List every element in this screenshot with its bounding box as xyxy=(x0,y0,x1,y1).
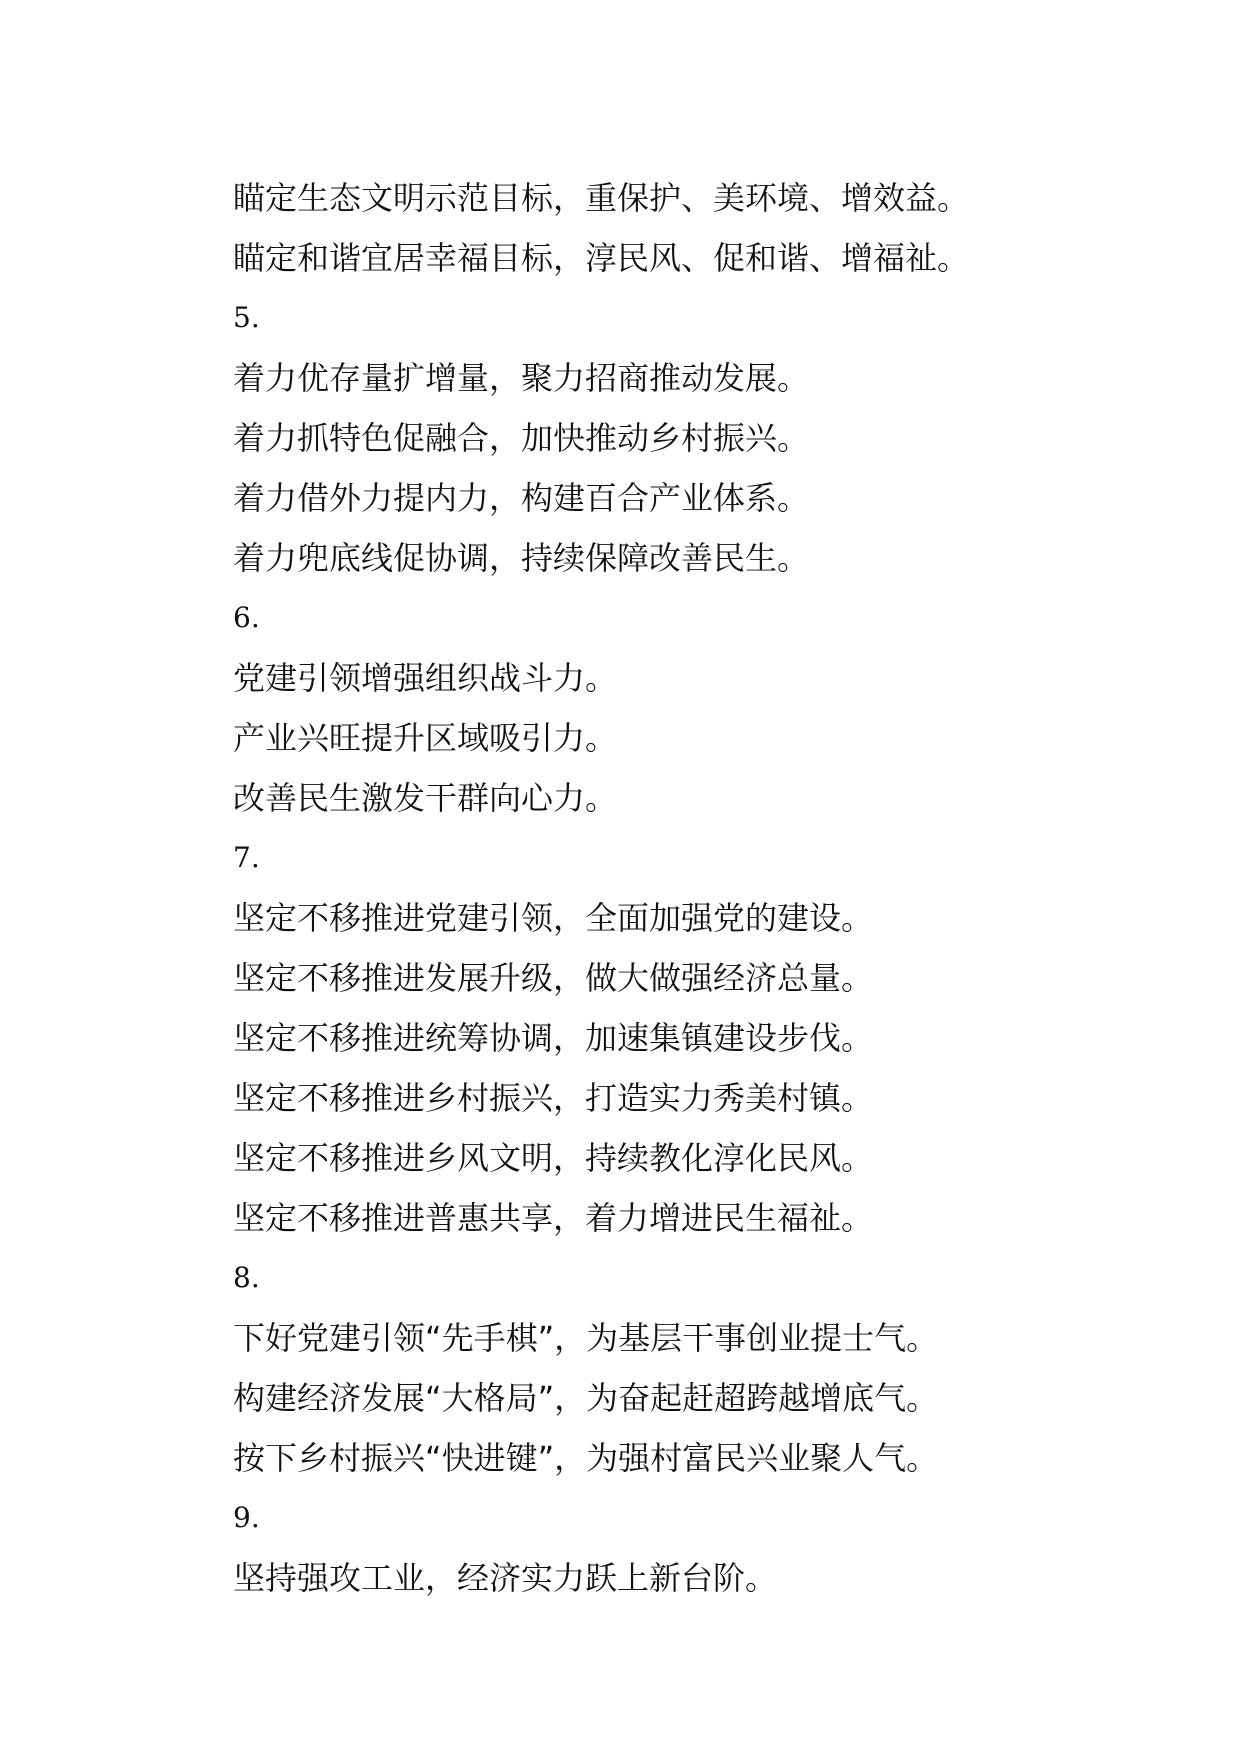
text-line-5: 着力借外力提内力，构建百合产业体系。 xyxy=(233,479,810,517)
text-line-16: 下好党建引领“先手棋”，为基层干事创业提士气。 xyxy=(233,1319,939,1357)
text-line-3: 着力优存量扩增量，聚力招商推动发展。 xyxy=(233,359,810,397)
section-number-9: 9. xyxy=(233,1501,260,1534)
text-line-1: 瞄定生态文明示范目标，重保护、美环境、增效益。 xyxy=(233,179,970,217)
text-line-10: 坚定不移推进党建引领，全面加强党的建设。 xyxy=(233,899,874,937)
text-line-11: 坚定不移推进发展升级，做大做强经济总量。 xyxy=(233,959,874,997)
text-line-7: 党建引领增强组织战斗力。 xyxy=(233,659,618,697)
text-line-8: 产业兴旺提升区域吸引力。 xyxy=(233,719,618,757)
text-line-4: 着力抓特色促融合，加快推动乡村振兴。 xyxy=(233,419,810,457)
text-line-14: 坚定不移推进乡风文明，持续教化淳化民风。 xyxy=(233,1139,874,1177)
text-line-6: 着力兜底线促协调，持续保障改善民生。 xyxy=(233,539,810,577)
text-line-2: 瞄定和谐宜居幸福目标，淳民风、促和谐、增福祉。 xyxy=(233,239,970,277)
text-line-19: 坚持强攻工业，经济实力跃上新台阶。 xyxy=(233,1559,778,1597)
section-number-7: 7. xyxy=(233,841,260,874)
section-number-8: 8. xyxy=(233,1261,260,1294)
document-body xyxy=(233,168,1133,1608)
text-line-12: 坚定不移推进统筹协调，加速集镇建设步伐。 xyxy=(233,1019,874,1057)
text-line-17: 构建经济发展“大格局”，为奋起赶超跨越增底气。 xyxy=(233,1379,939,1417)
text-line-9: 改善民生激发干群向心力。 xyxy=(233,779,618,817)
section-number-5: 5. xyxy=(233,301,260,334)
text-line-18: 按下乡村振兴“快进键”，为强村富民兴业聚人气。 xyxy=(233,1439,939,1477)
section-number-6: 6. xyxy=(233,601,260,634)
text-line-13: 坚定不移推进乡村振兴，打造实力秀美村镇。 xyxy=(233,1079,874,1117)
text-line-15: 坚定不移推进普惠共享，着力增进民生福祉。 xyxy=(233,1199,874,1237)
